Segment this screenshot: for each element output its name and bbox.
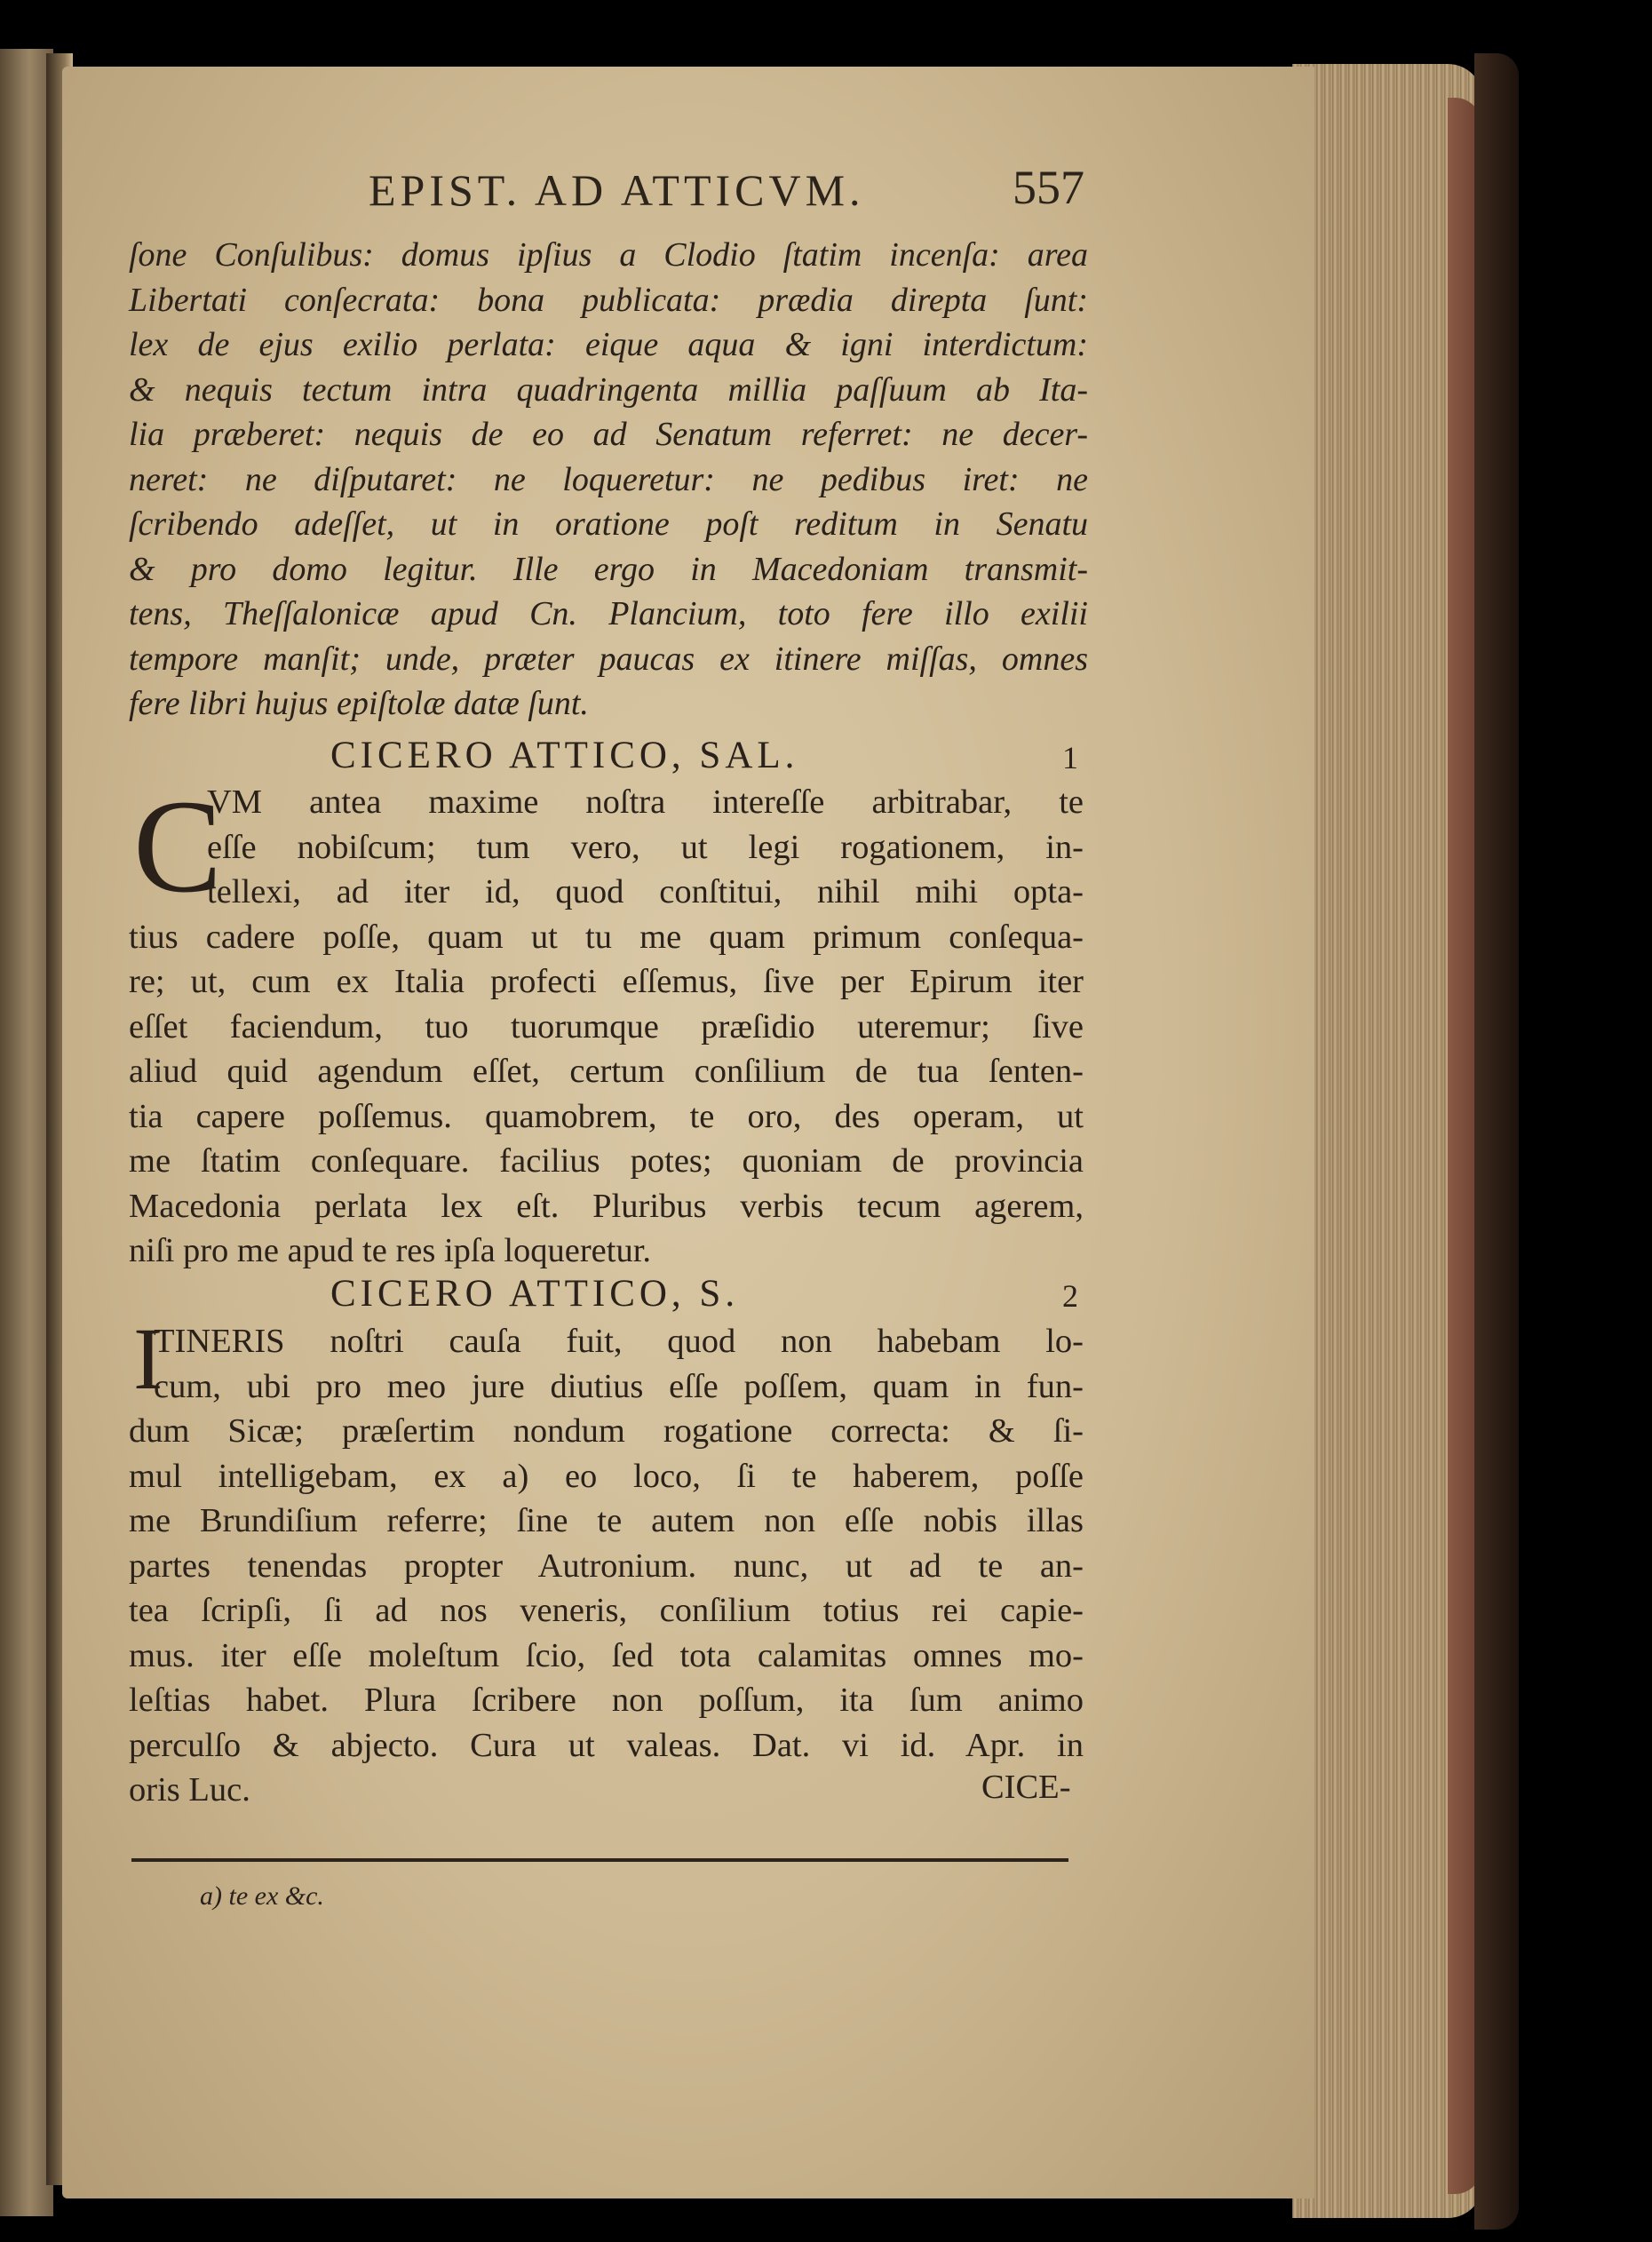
footnote: a) te ex &c. xyxy=(200,1881,324,1911)
left-page-edge xyxy=(0,49,53,2216)
letter-2-line: mul intelligebam, ex a) eo loco, ſi te haberem, poſſe xyxy=(129,1457,1084,1495)
letter-2-heading: CICERO ATTICO, S. xyxy=(330,1273,740,1315)
letter-1-line: tius cadere poſſe, quam ut tu me quam primum conſequa- xyxy=(129,918,1084,956)
letter-1-body xyxy=(129,773,1084,1274)
footnote-rule xyxy=(131,1858,1068,1862)
letter-2-line: leſtias habet. Plura ſcribere non poſſum, ita ſum animo xyxy=(129,1682,1084,1719)
letter-2-line: partes tenendas propter Autronium. nunc, ut ad te an- xyxy=(129,1546,1084,1585)
letter-2-line: TINERIS noſtri cauſa fuit, quod non habebam lo- xyxy=(154,1323,1084,1360)
letter-1-number: 1 xyxy=(1062,740,1078,775)
argument-block xyxy=(129,233,1088,727)
argument-line: & nequis tectum intra quadringenta millia paſſuum ab Ita- xyxy=(129,370,1088,409)
letter-1-line: aliud quid agendum eſſet, certum conſilium de tua ſenten- xyxy=(129,1053,1084,1090)
letter-2-line: tea ſcripſi, ſi ad nos veneris, conſilium totius rei capie- xyxy=(129,1592,1084,1629)
letter-1-line: tia capere poſſemus. quamobrem, te oro, des operam, ut xyxy=(129,1097,1084,1135)
argument-line: lex de ejus exilio perlata: eique aqua & igni interdictum: xyxy=(129,326,1088,363)
argument-line: fere libri hujus epiſtolæ datæ ſunt. xyxy=(129,685,589,722)
argument-line: tens, Theſſalonicæ apud Cn. Plancium, toto fere illo exilii xyxy=(129,595,1088,632)
argument-line: ſone Conſulibus: domus ipſius a Clodio ſtatim incenſa: area xyxy=(129,236,1088,274)
letter-2-number: 2 xyxy=(1062,1278,1078,1314)
letter-1-heading: CICERO ATTICO, SAL. xyxy=(330,735,799,776)
letter-2-line: me Brundiſium referre; ſine te autem non eſſe nobis illas xyxy=(129,1502,1084,1539)
letter-1-line: eſſe nobiſcum; tum vero, ut legi rogationem, in- xyxy=(207,828,1084,866)
running-head: EPIST. AD ATTICVM. xyxy=(369,165,865,215)
letter-2-line: perculſo & abjecto. Cura ut valeas. Dat. vi id. Apr. in xyxy=(129,1726,1084,1764)
argument-line: Libertati conſecrata: bona publicata: prædia direpta ſunt: xyxy=(129,281,1088,319)
argument-line: neret: ne diſputaret: ne loqueretur: ne pedibus iret: ne xyxy=(129,460,1088,498)
letter-1-line: VM antea maxime noſtra intereſſe arbitrabar, te xyxy=(207,783,1084,821)
argument-line: tempore manſit; unde, præter paucas ex itinere miſſas, omnes xyxy=(129,640,1088,678)
letter-1-line: niſi pro me apud te res ipſa loqueretur. xyxy=(129,1232,652,1269)
letter-2-line: cum, ubi pro meo jure diutius eſſe poſſem, quam in fun- xyxy=(154,1367,1084,1405)
letter-1-line: re; ut, cum ex Italia profecti eſſemus, ſive per Epirum iter xyxy=(129,963,1084,1000)
letter-1-line: me ſtatim conſequare. facilius potes; quoniam de provincia xyxy=(129,1142,1084,1180)
letter-2-line: oris Luc. xyxy=(129,1771,250,1809)
letter-2-line: dum Sicæ; præſertim nondum rogatione correcta: & ſi- xyxy=(129,1412,1084,1450)
catchword: CICE- xyxy=(981,1769,1071,1806)
argument-line: ſcribendo adeſſet, ut in oratione poſt reditum in Senatu xyxy=(129,505,1088,543)
letter-2-body xyxy=(129,1319,1084,1813)
letter-1-line: eſſet faciendum, tuo tuorumque præſidio uteremur; ſive xyxy=(129,1007,1084,1045)
page-number: 557 xyxy=(1013,161,1084,214)
letter-1-dropcap: C xyxy=(133,773,223,920)
book-cover xyxy=(1474,53,1519,2230)
letter-2-line: mus. iter eſſe moleſtum ſcio, ſed tota calamitas omnes mo- xyxy=(129,1636,1084,1674)
letter-1-line: Macedonia perlata lex eſt. Pluribus verbis tecum agerem, xyxy=(129,1187,1084,1225)
argument-line: lia præberet: nequis de eo ad Senatum referret: ne decer- xyxy=(129,416,1088,453)
argument-line: & pro domo legitur. Ille ergo in Macedoniam transmit- xyxy=(129,550,1088,588)
letter-2-dropcap: I xyxy=(133,1309,163,1408)
letter-1-line: tellexi, ad iter id, quod conſtitui, nihil mihi opta- xyxy=(207,873,1084,910)
